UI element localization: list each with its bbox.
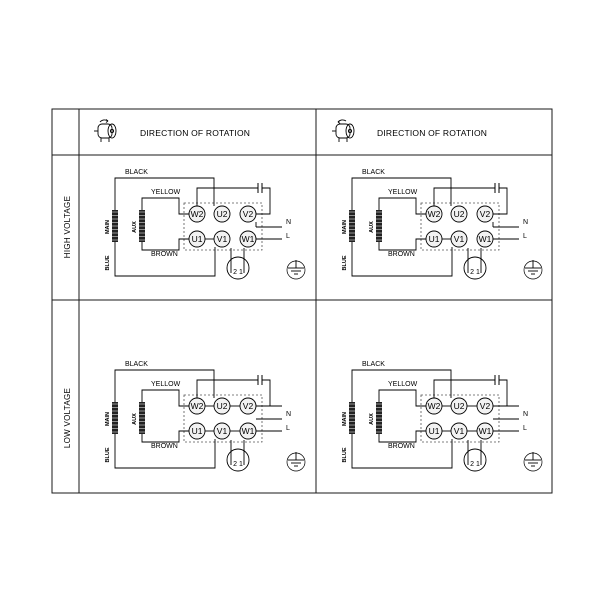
centrifugal-switch: [227, 248, 249, 279]
main-winding-coil: [111, 210, 119, 242]
line-l-label: L: [286, 425, 290, 432]
aux-winding-coil: [138, 402, 146, 434]
aux-winding-coil: [375, 210, 383, 242]
ground-icon: [287, 260, 305, 279]
yellow-wire: [379, 198, 426, 214]
terminal-label-u1: U1: [428, 426, 440, 436]
black-wire-label: BLACK: [125, 169, 148, 176]
terminal-u1: [426, 423, 442, 439]
yellow-wire-label: YELLOW: [151, 189, 181, 196]
terminal-label-u2: U2: [453, 209, 465, 219]
terminal-label-v2: V2: [242, 209, 254, 219]
terminal-label-w1: W1: [478, 426, 492, 436]
terminal-w2: [426, 206, 442, 222]
blue-wire-label: BLUE: [342, 255, 348, 271]
wiring-panel-hv-left: [105, 169, 305, 279]
main-winding-label: MAIN: [342, 219, 348, 235]
terminal-label-v2: V2: [479, 209, 491, 219]
aux-winding-label: AUX: [132, 221, 138, 233]
motor-rotation-icon-right: [332, 120, 354, 142]
row-label-high-voltage: HIGH VOLTAGE: [63, 195, 72, 259]
terminal-label-u2: U2: [216, 401, 228, 411]
terminal-label-v1: V1: [216, 234, 228, 244]
brown-wire-label: BROWN: [388, 443, 415, 450]
terminal-u2: [451, 206, 467, 222]
yellow-wire-label: YELLOW: [151, 381, 181, 388]
terminal-w2: [189, 398, 205, 414]
terminal-v2: [477, 206, 493, 222]
yellow-wire: [142, 390, 189, 406]
terminal-label-w1: W1: [478, 234, 492, 244]
terminal-v2: [240, 398, 256, 414]
brown-wire-label: BROWN: [151, 251, 178, 258]
terminal-label-v1: V1: [216, 426, 228, 436]
table-frame: [52, 109, 552, 493]
centrifugal-switch: [227, 440, 249, 471]
brown-wire-label: BROWN: [151, 443, 178, 450]
brown-wire: [379, 239, 426, 250]
aux-winding-label: AUX: [132, 413, 138, 425]
wiring-panel-hv-right: [342, 169, 542, 279]
brown-wire: [379, 431, 426, 442]
yellow-wire: [142, 198, 189, 214]
yellow-wire-label: YELLOW: [388, 189, 418, 196]
terminal-label-w1: W1: [241, 234, 255, 244]
blue-wire: [352, 434, 452, 468]
main-winding-label: MAIN: [105, 411, 111, 427]
header-left: [94, 120, 250, 143]
terminal-label-w2: W2: [427, 401, 441, 411]
black-wire-label: BLACK: [362, 169, 385, 176]
aux-winding-label: AUX: [369, 221, 375, 233]
main-winding-coil: [348, 210, 356, 242]
terminal-label-v2: V2: [479, 401, 491, 411]
header-title-left: DIRECTION OF ROTATION: [140, 128, 251, 138]
wiring-panels: [105, 169, 542, 471]
terminal-label-u1: U1: [191, 234, 203, 244]
yellow-wire-label: YELLOW: [388, 381, 418, 388]
terminal-label-w2: W2: [190, 401, 204, 411]
blue-wire: [352, 242, 452, 276]
centrifugal-switch: [464, 440, 486, 471]
header-title-right: DIRECTION OF ROTATION: [377, 128, 488, 138]
terminal-u1: [189, 231, 205, 247]
terminal-w1: [240, 231, 256, 247]
main-winding-label: MAIN: [342, 411, 348, 427]
terminal-w1: [477, 231, 493, 247]
motor-rotation-icon-left: [94, 120, 116, 143]
ground-icon: [287, 452, 305, 471]
terminal-label-v2: V2: [242, 401, 254, 411]
centrifugal-switch: [464, 248, 486, 279]
black-wire-label: BLACK: [125, 361, 148, 368]
terminal-label-u2: U2: [453, 401, 465, 411]
aux-winding-coil: [138, 210, 146, 242]
terminal-u1: [189, 423, 205, 439]
line-n-label: N: [523, 219, 529, 226]
wiring-panel-lv-left: [105, 361, 305, 471]
terminal-label-u1: U1: [191, 426, 203, 436]
switch-label: 2 1: [470, 461, 480, 468]
terminal-v2: [240, 206, 256, 222]
terminal-u2: [451, 398, 467, 414]
terminal-label-u1: U1: [428, 234, 440, 244]
blue-wire: [115, 242, 215, 276]
aux-winding-label: AUX: [369, 413, 375, 425]
yellow-wire: [379, 390, 426, 406]
row-label-low-voltage: LOW VOLTAGE: [63, 387, 72, 449]
blue-wire: [115, 434, 215, 468]
wiring-panel-lv-right: [342, 361, 542, 471]
blue-wire-label: BLUE: [105, 255, 111, 271]
line-l-label: L: [286, 233, 290, 240]
main-winding-coil: [348, 402, 356, 434]
terminal-v1: [451, 423, 467, 439]
blue-wire-label: BLUE: [105, 447, 111, 463]
terminal-label-w1: W1: [241, 426, 255, 436]
switch-label: 2 1: [233, 461, 243, 468]
header-right: [332, 120, 487, 142]
black-wire-label: BLACK: [362, 361, 385, 368]
brown-wire-label: BROWN: [388, 251, 415, 258]
terminal-w1: [477, 423, 493, 439]
terminal-w2: [189, 206, 205, 222]
main-winding-coil: [111, 402, 119, 434]
line-l-label: L: [523, 233, 527, 240]
terminal-label-w2: W2: [427, 209, 441, 219]
line-n-label: N: [523, 411, 529, 418]
terminal-u2: [214, 206, 230, 222]
line-n-label: N: [286, 411, 292, 418]
terminal-v1: [214, 231, 230, 247]
terminal-v1: [214, 423, 230, 439]
terminal-w1: [240, 423, 256, 439]
switch-label: 2 1: [233, 269, 243, 276]
terminal-u2: [214, 398, 230, 414]
brown-wire: [142, 431, 189, 442]
line-l-label: L: [523, 425, 527, 432]
line-n-label: N: [286, 219, 292, 226]
terminal-label-u2: U2: [216, 209, 228, 219]
terminal-u1: [426, 231, 442, 247]
terminal-label-v1: V1: [453, 234, 465, 244]
ground-icon: [524, 260, 542, 279]
switch-label: 2 1: [470, 269, 480, 276]
blue-wire-label: BLUE: [342, 447, 348, 463]
main-winding-label: MAIN: [105, 219, 111, 235]
terminal-label-w2: W2: [190, 209, 204, 219]
terminal-label-v1: V1: [453, 426, 465, 436]
ground-icon: [524, 452, 542, 471]
terminal-v2: [477, 398, 493, 414]
terminal-w2: [426, 398, 442, 414]
brown-wire: [142, 239, 189, 250]
aux-winding-coil: [375, 402, 383, 434]
terminal-v1: [451, 231, 467, 247]
